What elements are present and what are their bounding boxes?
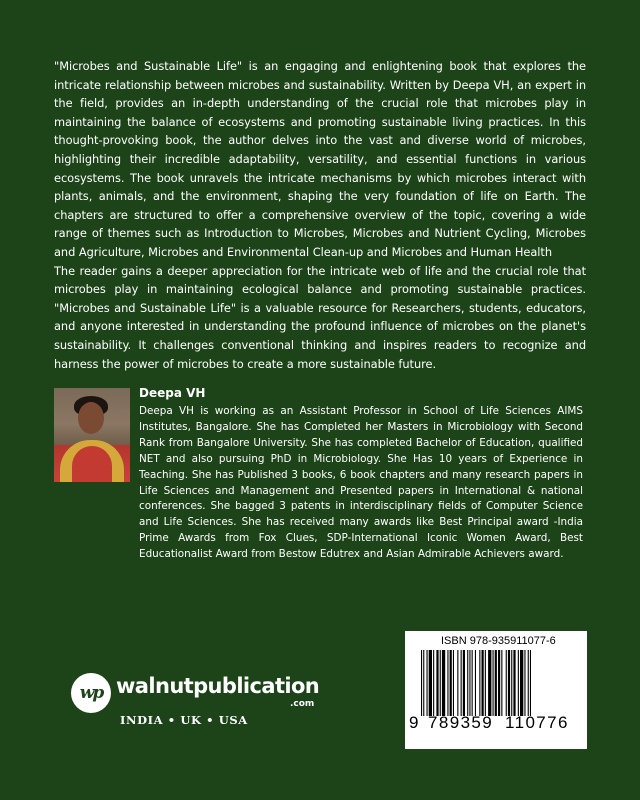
- barcode-bar: [440, 650, 441, 716]
- barcode-bar: [433, 650, 434, 716]
- publisher-logo-icon: [71, 673, 111, 713]
- barcode-digit-first: 9: [409, 713, 420, 732]
- publisher-logo-mark: wp: [79, 683, 103, 703]
- barcode-bar: [485, 650, 486, 716]
- barcode-bar: [450, 650, 452, 716]
- barcode-bar: [501, 650, 502, 716]
- back-cover-blurb: [54, 57, 586, 373]
- barcode-bar: [423, 650, 424, 716]
- publisher-domain: .com: [290, 699, 315, 709]
- barcode-bar: [427, 650, 428, 716]
- blurb-paragraph-2: The reader gains a deeper appreciation for the intricate web of life and the crucial role that microbes play in maintaining ecological balance and promoting sustainable practices. "Microbes and Sustainable Life" is a valuable resource for Researchers, students, educators, and anyone interested in understanding the profound influence of microbes on the planet's sustainability. It challenges conventional thinking and inspires readers to recognize and harness the power of microbes to create a more sustainable future.: [54, 263, 586, 371]
- author-photo: [54, 388, 130, 482]
- barcode-bar: [488, 650, 491, 716]
- barcode-bar: [453, 650, 454, 716]
- barcode-bar: [461, 650, 462, 716]
- barcode-bar: [506, 650, 507, 716]
- barcode-bar: [493, 650, 494, 716]
- barcode-bar: [518, 650, 519, 716]
- barcode-bar: [479, 650, 480, 716]
- barcode-bar: [469, 650, 470, 716]
- barcode-bar: [457, 650, 458, 716]
- barcode-bar: [447, 650, 448, 716]
- author-bio: Deepa VH is working as an Assistant Professor in School of Life Sciences AIMS Institutes, Bangalore. She has Completed her Masters in Microbiology with Second Rank from Bangalore University. She has completed Bachelor of Education, qualified NET and also pursuing PhD in Microbiology. She Has 10 years of Experience in Teaching. She has Published 3 books, 6 book chapters and many research papers in Life Sciences and Management and Presented papers in International & national conferences. She bagged 3 patents in interdisciplinary fields of Computer Science and Life Sciences. She has received many awards like Best Principal award -India Prime Awards from Fox Clues, SDP-International Iconic Women Award, Best Educationalist Award from Bestow Edutrex and Asian Admirable Achievers award.: [139, 405, 583, 561]
- barcode-bar: [475, 650, 476, 716]
- barcode-bar: [508, 650, 510, 716]
- author-name: Deepa VH: [139, 386, 206, 400]
- barcode-bar: [528, 650, 529, 716]
- barcode-bar: [463, 650, 465, 716]
- barcode-bar: [498, 650, 500, 716]
- blurb-paragraph-1: "Microbes and Sustainable Life" is an engaging and enlightening book that explores the intricate relationship between microbes and sustainability. Written by Deepa VH, an expert in the field, provides an in-depth understanding of the crucial role that microbes play in maintaining the balance of ecosystems and promoting sustainable living practices. In this thought-provoking book, the author delves into the vast and diverse world of microbes, highlighting their incredible adaptability, versatility, and essential functions in various ecosystems. The book unravels the intricate mechanisms by which microbes interact with plants, animals, and the environment, shaping the very foundation of life on Earth. The chapters are structured to offer a comprehensive overview of the topic, covering a wide range of themes such as Introduction to Microbes, Microbes and Nutrient Cycling, Microbes and Agriculture, Microbes and Environmental Clean-up and Microbes and Human Health: [54, 59, 586, 259]
- barcode-bars: [421, 650, 573, 716]
- barcode-bar: [524, 650, 525, 716]
- publisher-countries: INDIA • UK • USA: [120, 713, 248, 727]
- barcode-bar: [530, 650, 531, 716]
- barcode-bar: [495, 650, 497, 716]
- barcode-bar: [429, 650, 432, 716]
- isbn-barcode: [405, 631, 587, 749]
- barcode-bar: [520, 650, 523, 716]
- barcode-bar: [467, 650, 468, 716]
- barcode-bar: [482, 650, 484, 716]
- publisher-name: walnutpublication: [116, 674, 320, 698]
- barcode-bar: [513, 650, 515, 716]
- barcode-bar: [436, 650, 438, 716]
- barcode-bar: [511, 650, 512, 716]
- barcode-bar: [472, 650, 473, 716]
- isbn-label: ISBN 978-935911077-6: [441, 635, 556, 647]
- barcode-bar: [442, 650, 445, 716]
- barcode-digits-right: 110776: [505, 713, 569, 732]
- barcode-digits-left: 789359: [428, 713, 494, 732]
- barcode-bar: [421, 650, 422, 716]
